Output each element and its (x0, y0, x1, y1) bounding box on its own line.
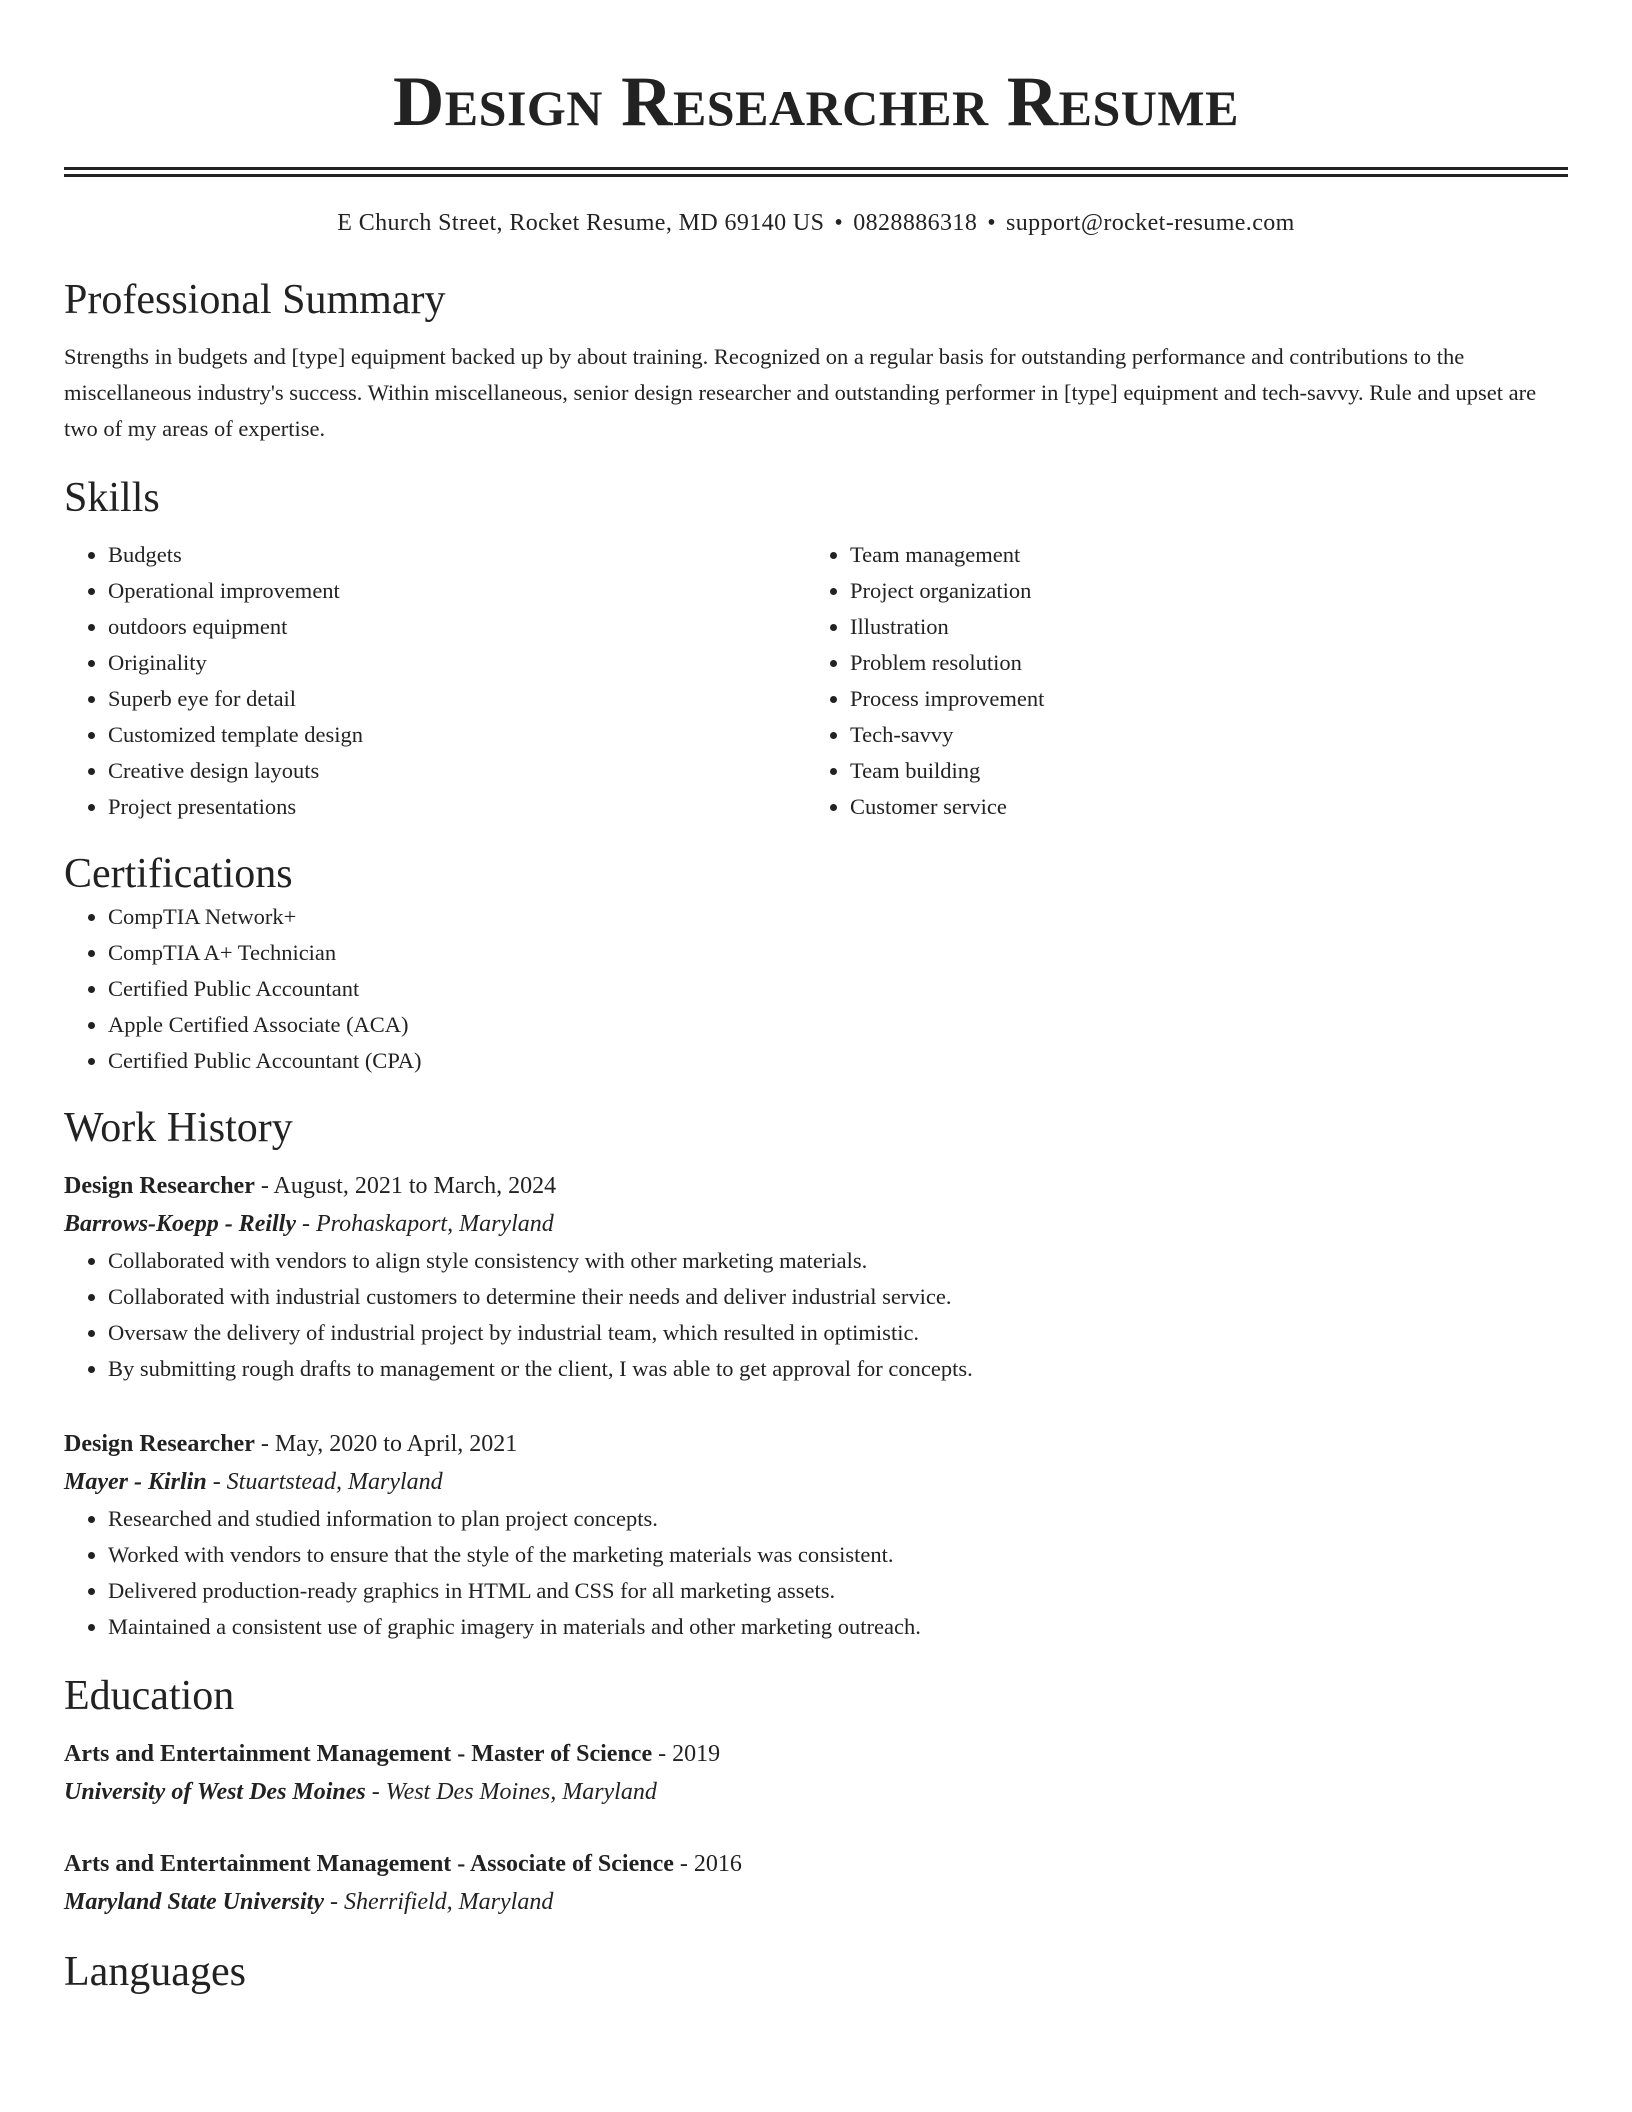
education-heading: Education (64, 1673, 235, 1719)
languages-heading: Languages (64, 1949, 246, 1995)
certifications-heading: Certifications (64, 851, 293, 897)
skills-heading: Skills (64, 475, 160, 521)
skill-item: • Process improvement (850, 681, 1548, 717)
contact-email[interactable]: support@rocket-resume.com (1006, 210, 1295, 236)
education-degree: Arts and Entertainment Management - Master of Science (64, 1741, 653, 1767)
certification-item: • Certified Public Accountant (CPA) (108, 1043, 1568, 1079)
job-location: - Stuartstead, Maryland (206, 1469, 443, 1495)
skill-item: • Operational improvement (108, 573, 806, 609)
job-company: Mayer - Kirlin (64, 1469, 207, 1495)
skill-item: • Customer service (850, 789, 1548, 825)
education-entry (64, 1735, 1568, 1811)
skill-item: • Tech-savvy (850, 717, 1548, 753)
education-location: - Sherrifield, Maryland (324, 1889, 554, 1915)
work-history-heading: Work History (64, 1105, 293, 1151)
job-title-line (64, 1425, 1568, 1463)
education-school-line (64, 1773, 1568, 1811)
certification-item: • CompTIA Network+ (108, 899, 1568, 935)
job-bullet: • Collaborated with vendors to align style consistency with other marketing materials. (108, 1243, 1568, 1279)
job-title-line (64, 1167, 1568, 1205)
skills-list-right (806, 537, 1548, 825)
skills-list-left (64, 537, 806, 825)
job-bullet: • Oversaw the delivery of industrial project by industrial team, which resulted in optimistic. (108, 1315, 1568, 1351)
education-school-line (64, 1883, 1568, 1921)
job-dates: - August, 2021 to March, 2024 (254, 1173, 557, 1199)
skill-item: • Problem resolution (850, 645, 1548, 681)
job-company-line (64, 1205, 1568, 1243)
skill-item: • Customized template design (108, 717, 806, 753)
skill-item: • Project organization (850, 573, 1548, 609)
contact-phone: 0828886318 (853, 210, 978, 236)
education-location: - West Des Moines, Maryland (365, 1779, 657, 1805)
contact-address: E Church Street, Rocket Resume, MD 69140 US (337, 210, 825, 236)
education-degree-line (64, 1735, 1568, 1773)
skills-columns (64, 537, 1568, 825)
job-entry (64, 1425, 1568, 1645)
job-role: Design Researcher (64, 1173, 255, 1199)
job-role: Design Researcher (64, 1431, 255, 1457)
skill-item: • Superb eye for detail (108, 681, 806, 717)
skill-item: • Creative design layouts (108, 753, 806, 789)
contact-separator: • (987, 210, 997, 236)
skill-item: • Team management (850, 537, 1548, 573)
summary-heading: Professional Summary (64, 277, 446, 323)
job-bullet-list (64, 1501, 1568, 1645)
skills-column-right (806, 537, 1548, 825)
job-bullet: • Worked with vendors to ensure that the style of the marketing materials was consistent. (108, 1537, 1568, 1573)
education-entry (64, 1845, 1568, 1921)
certification-item: • Apple Certified Associate (ACA) (108, 1007, 1568, 1043)
certifications-list (64, 899, 1568, 1079)
skill-item: • Team building (850, 753, 1548, 789)
education-year: - 2016 (673, 1851, 742, 1877)
job-bullet-list (64, 1243, 1568, 1387)
job-bullet: • Researched and studied information to plan project concepts. (108, 1501, 1568, 1537)
job-entry (64, 1167, 1568, 1387)
job-bullet: • Maintained a consistent use of graphic imagery in materials and other marketing outreach. (108, 1609, 1568, 1645)
education-school: University of West Des Moines (64, 1779, 366, 1805)
certification-item: • CompTIA A+ Technician (108, 935, 1568, 971)
education-year: - 2019 (652, 1741, 721, 1767)
skills-column-left (64, 537, 806, 825)
contact-separator: • (834, 210, 844, 236)
skill-item: • outdoors equipment (108, 609, 806, 645)
job-location: - Prohaskaport, Maryland (296, 1211, 554, 1237)
contact-line (64, 207, 1568, 239)
summary-text: Strengths in budgets and [type] equipment backed up by about training. Recognized on a regular basis for outstanding performance and contributions to the miscellaneous industry's success. Within miscellaneous, senior design researcher and outstanding performer in [type] equipment and tech-savvy. Rule and upset are two of my areas of expertise. (64, 344, 1537, 441)
job-bullet: • Delivered production-ready graphics in HTML and CSS for all marketing assets. (108, 1573, 1568, 1609)
skill-item: • Budgets (108, 537, 806, 573)
job-company: Barrows-Koepp - Reilly (64, 1211, 296, 1237)
job-dates: - May, 2020 to April, 2021 (254, 1431, 518, 1457)
education-school: Maryland State University (64, 1889, 325, 1915)
title-divider (64, 167, 1568, 177)
job-bullet: • By submitting rough drafts to management or the client, I was able to get approval for concepts. (108, 1351, 1568, 1387)
education-degree: Arts and Entertainment Management - Associate of Science (64, 1851, 674, 1877)
skill-item: • Illustration (850, 609, 1548, 645)
job-company-line (64, 1463, 1568, 1501)
skill-item: • Originality (108, 645, 806, 681)
certification-item: • Certified Public Accountant (108, 971, 1568, 1007)
resume-page (64, 0, 1568, 1997)
job-bullet: • Collaborated with industrial customers to determine their needs and deliver industrial service. (108, 1279, 1568, 1315)
resume-title: Design Researcher Resume (393, 63, 1239, 141)
education-degree-line (64, 1845, 1568, 1883)
skill-item: • Project presentations (108, 789, 806, 825)
